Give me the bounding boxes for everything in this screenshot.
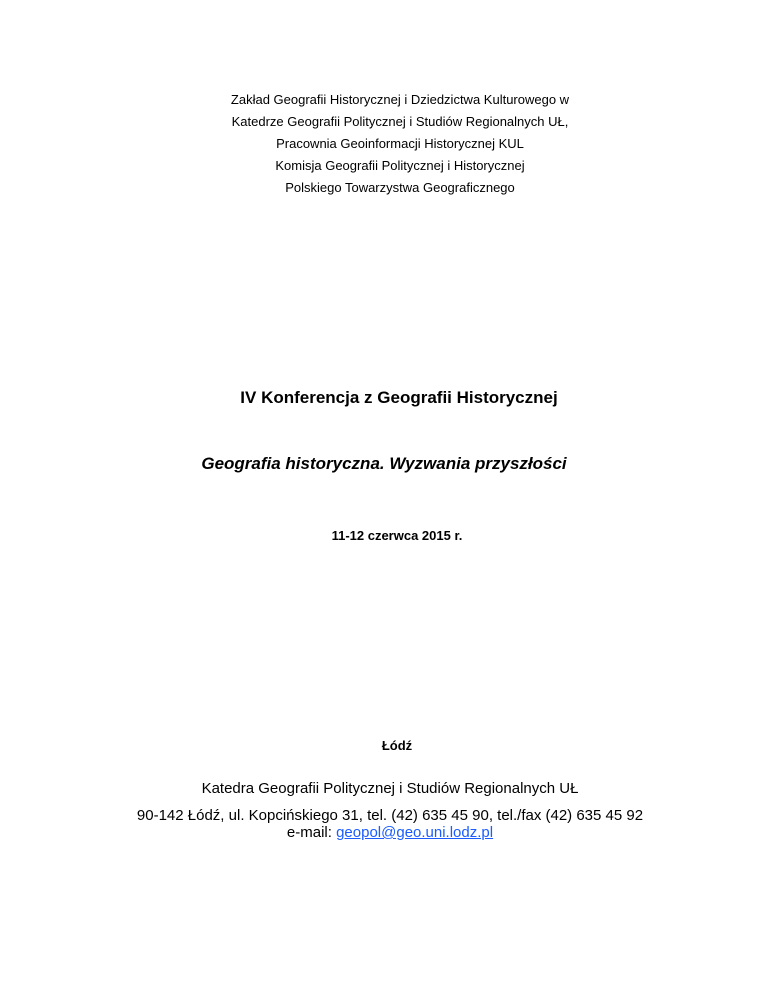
footer-department: Katedra Geografii Politycznej i Studiów Regionalnych UŁ	[201, 780, 579, 797]
email-label: e-mail:	[286, 824, 337, 841]
conference-subtitle: Geografia historyczna. Wyzwania przyszłości	[201, 454, 567, 473]
organizer-line: Katedrze Geografii Politycznej i Studiów Regionalnych UŁ,	[231, 114, 569, 129]
organizer-line: Komisja Geografii Politycznej i Historycznej	[275, 158, 525, 173]
conference-date: 11-12 czerwca 2015 r.	[331, 528, 463, 543]
organizer-line: Pracownia Geoinformacji Historycznej KUL	[276, 136, 524, 151]
city-name: Łódź	[381, 738, 413, 753]
organizers-block	[0, 89, 768, 199]
email-link[interactable]: geopol@geo.uni.lodz.pl	[336, 824, 494, 841]
footer-email-line	[0, 824, 768, 841]
footer-address: 90-142 Łódź, ul. Kopcińskiego 31, tel. (42) 635 45 90, tel./fax (42) 635 45 92	[136, 807, 644, 824]
footer-contact	[0, 807, 768, 841]
organizer-line: Zakład Geografii Historycznej i Dziedzictwa Kulturowego w	[230, 92, 570, 107]
conference-title: IV Konferencja z Geografii Historycznej	[240, 388, 558, 407]
organizer-line: Polskiego Towarzystwa Geograficznego	[285, 180, 515, 195]
